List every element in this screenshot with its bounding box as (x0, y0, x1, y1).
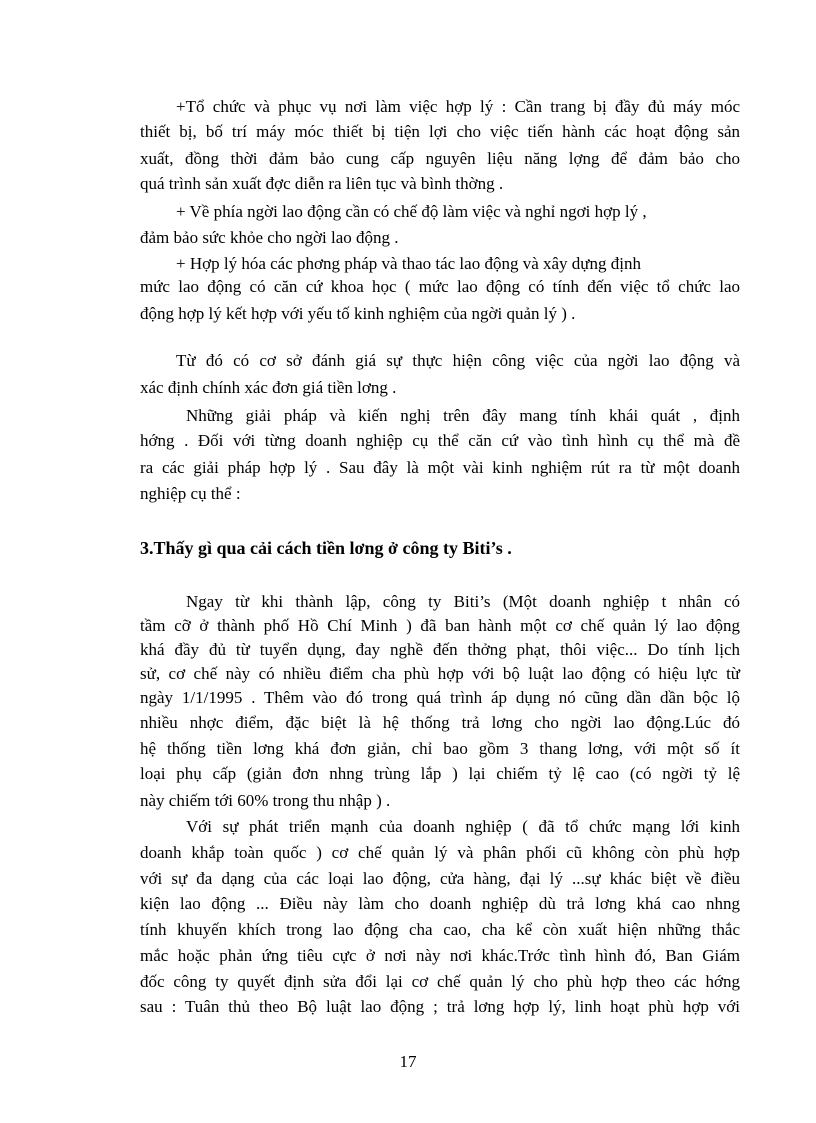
paragraph-line: với sự đa dạng của các loại lao động, cửa hàng, đại lý ...sự khác biệt về điều (140, 869, 740, 888)
paragraph-line: Với sự phát triển mạnh của doanh nghiệp ( đã tổ chức mạng lới kinh (186, 817, 740, 836)
paragraph-line: Những giải pháp và kiến nghị trên đây mang tính khái quát , định (186, 406, 740, 425)
paragraph-line: + Hợp lý hóa các phơng pháp và thao tác lao động và xây dựng định (176, 254, 641, 273)
paragraph-line: mức lao động có căn cứ khoa học ( mức lao động có tính đến việc tổ chức lao (140, 277, 740, 296)
paragraph-line: xuất, đồng thời đảm bảo cung cấp nguyên liệu năng lợng để đảm bảo cho (140, 149, 740, 168)
paragraph-line: ngày 1/1/1995 . Thêm vào đó trong quá trình áp dụng nó cũng dần dần bộc lộ (140, 688, 740, 707)
paragraph-line: ra các giải pháp hợp lý . Sau đây là một vài kinh nghiệm rút ra từ một doanh (140, 458, 740, 477)
paragraph-line: nghiệp cụ thể : (140, 484, 241, 503)
paragraph-line: tính khuyến khích trong lao động cha cao, cha kể còn xuất hiện những thắc (140, 920, 740, 939)
paragraph-line: thiết bị, bố trí máy móc thiết bị tiện lợi cho việc tiến hành các hoạt động sản (140, 122, 740, 141)
paragraph-line: động hợp lý kết hợp với yếu tố kinh nghiệm của ngời quản lý ) . (140, 304, 576, 323)
paragraph-line: doanh khắp toàn quốc ) cơ chế quản lý và phân phối cũ không còn phù hợp (140, 843, 740, 862)
paragraph-line: Từ đó có cơ sở đánh giá sự thực hiện công việc của ngời lao động và (176, 351, 740, 370)
paragraph-line: này chiếm tới 60% trong thu nhập ) . (140, 791, 391, 810)
paragraph-line: mắc hoặc phản ứng tiêu cực ở nơi này nơi khác.Trớc tình hình đó, Ban Giám (140, 946, 740, 965)
paragraph-line: đốc công ty quyết định sửa đổi lại cơ chế quản lý cho phù hợp theo các hớng (140, 972, 740, 991)
paragraph-line: hớng . Đối với từng doanh nghiệp cụ thể căn cứ vào tình hình cụ thể mà đề (140, 431, 740, 450)
paragraph-line: nhiều nhợc điểm, đặc biệt là hệ thống trả lơng cho ngời lao động.Lúc đó (140, 713, 740, 732)
paragraph-line: sau : Tuân thủ theo Bộ luật lao động ; trả lơng hợp lý, linh hoạt phù hợp với (140, 997, 740, 1016)
paragraph-line: loại phụ cấp (giản đơn nhng trùng lắp ) lại chiếm tỷ lệ cao (có ngời tỷ lệ (140, 764, 740, 783)
page-number: 17 (399, 1052, 417, 1071)
paragraph-line: quá trình sản xuất đợc diễn ra liên tục và bình thờng . (140, 174, 504, 193)
paragraph-line: hệ thống tiền lơng khá đơn giản, chỉ bao gồm 3 thang lơng, với một số ít (140, 739, 740, 758)
paragraph-line: đảm bảo sức khỏe cho ngời lao động . (140, 228, 399, 247)
paragraph-line: +Tổ chức và phục vụ nơi làm việc hợp lý : Cần trang bị đầy đủ máy móc (176, 97, 740, 116)
paragraph-line: khá đầy đủ từ tuyển dụng, đay nghề đến thởng phạt, thôi việc... Do tính lịch (140, 640, 740, 659)
paragraph-line: kiện lao động ... Điều này làm cho doanh nghiệp dù trả lơng khá cao nhng (140, 894, 740, 913)
paragraph-line: tầm cỡ ở thành phố Hồ Chí Minh ) đã ban hành một cơ chế quản lý lao động (140, 616, 740, 635)
section-heading: 3.Thấy gì qua cải cách tiền lơng ở công ty Biti’s . (140, 538, 512, 558)
paragraph-line: Ngay từ khi thành lập, công ty Biti’s (Một doanh nghiệp t nhân có (186, 592, 740, 611)
paragraph-line: sử, cơ chế này có nhiều điểm cha phù hợp với bộ luật lao động có hiệu lực từ (140, 664, 740, 683)
paragraph-line: xác định chính xác đơn giá tiền lơng . (140, 378, 397, 397)
paragraph-line: + Về phía ngời lao động cần có chế độ làm việc và nghỉ ngơi hợp lý , (176, 202, 647, 221)
